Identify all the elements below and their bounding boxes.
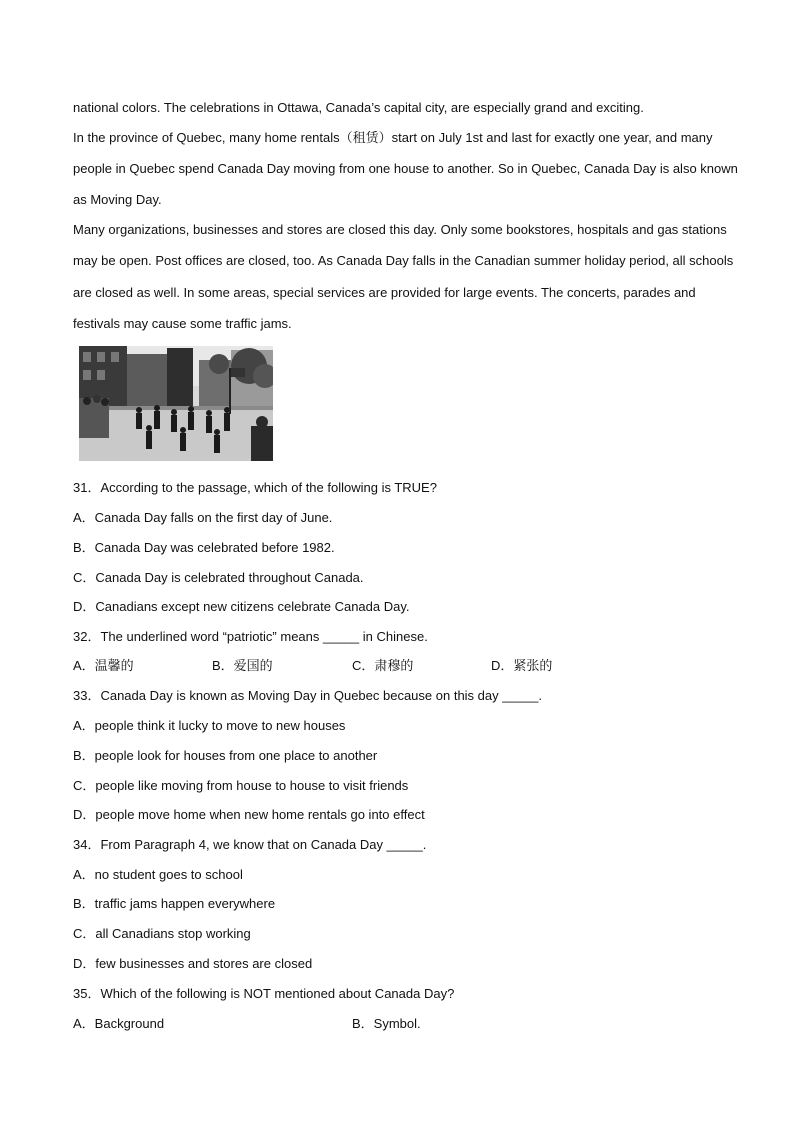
- question-34-option-b: B．traffic jams happen everywhere: [73, 896, 276, 911]
- passage-line: as Moving Day.: [73, 192, 162, 207]
- question-32-option-d: D．紧张的: [491, 658, 553, 673]
- question-31-option-b: B．Canada Day was celebrated before 1982.: [73, 540, 335, 555]
- question-33-option-b: B．people look for houses from one place to another: [73, 748, 378, 763]
- passage-line: may be open. Post offices are closed, too. As Canada Day falls in the Canadian summer holiday period, all schools: [73, 253, 734, 268]
- question-34-stem: 34．From Paragraph 4, we know that on Canada Day _____.: [73, 837, 427, 852]
- question-31-option-c: C．Canada Day is celebrated throughout Canada.: [73, 570, 364, 585]
- question-33-option-a: A．people think it lucky to move to new houses: [73, 718, 346, 733]
- passage-line: Many organizations, businesses and stores are closed this day. Only some bookstores, hospitals and gas stations: [73, 222, 727, 237]
- question-33-option-c: C．people like moving from house to house to visit friends: [73, 778, 409, 793]
- question-35-option-a: A．Background: [73, 1016, 165, 1031]
- question-32-option-b: B．爱国的: [212, 658, 273, 673]
- question-31-option-a: A．Canada Day falls on the first day of June.: [73, 510, 333, 525]
- question-32-option-c: C．肃穆的: [352, 658, 414, 673]
- question-34-option-d: D．few businesses and stores are closed: [73, 956, 313, 971]
- question-31-stem: 31．According to the passage, which of the following is TRUE?: [73, 480, 437, 495]
- question-31-option-d: D．Canadians except new citizens celebrate Canada Day.: [73, 599, 410, 614]
- question-33-option-d: D．people move home when new home rentals go into effect: [73, 807, 425, 822]
- passage-line: are closed as well. In some areas, special services are provided for large events. The concerts, parades and: [73, 285, 696, 300]
- passage-line: people in Quebec spend Canada Day moving from one house to another. So in Quebec, Canada Day is also known: [73, 161, 738, 176]
- question-35-option-b: B．Symbol.: [352, 1016, 421, 1031]
- question-33-stem: 33．Canada Day is known as Moving Day in Quebec because on this day _____.: [73, 688, 543, 703]
- question-34-option-a: A．no student goes to school: [73, 867, 243, 882]
- question-32-option-a: A．温馨的: [73, 658, 134, 673]
- question-34-option-c: C．all Canadians stop working: [73, 926, 251, 941]
- passage-line: festivals may cause some traffic jams.: [73, 316, 292, 331]
- parade-photo: [79, 346, 273, 461]
- question-32-stem: 32．The underlined word “patriotic” means _____ in Chinese.: [73, 629, 428, 644]
- question-35-stem: 35．Which of the following is NOT mentioned about Canada Day?: [73, 986, 455, 1001]
- passage-line: national colors. The celebrations in Ottawa, Canada’s capital city, are especially grand and exciting.: [73, 100, 644, 115]
- passage-line: In the province of Quebec, many home rentals（租赁）start on July 1st and last for exactly one year, and many: [73, 130, 713, 145]
